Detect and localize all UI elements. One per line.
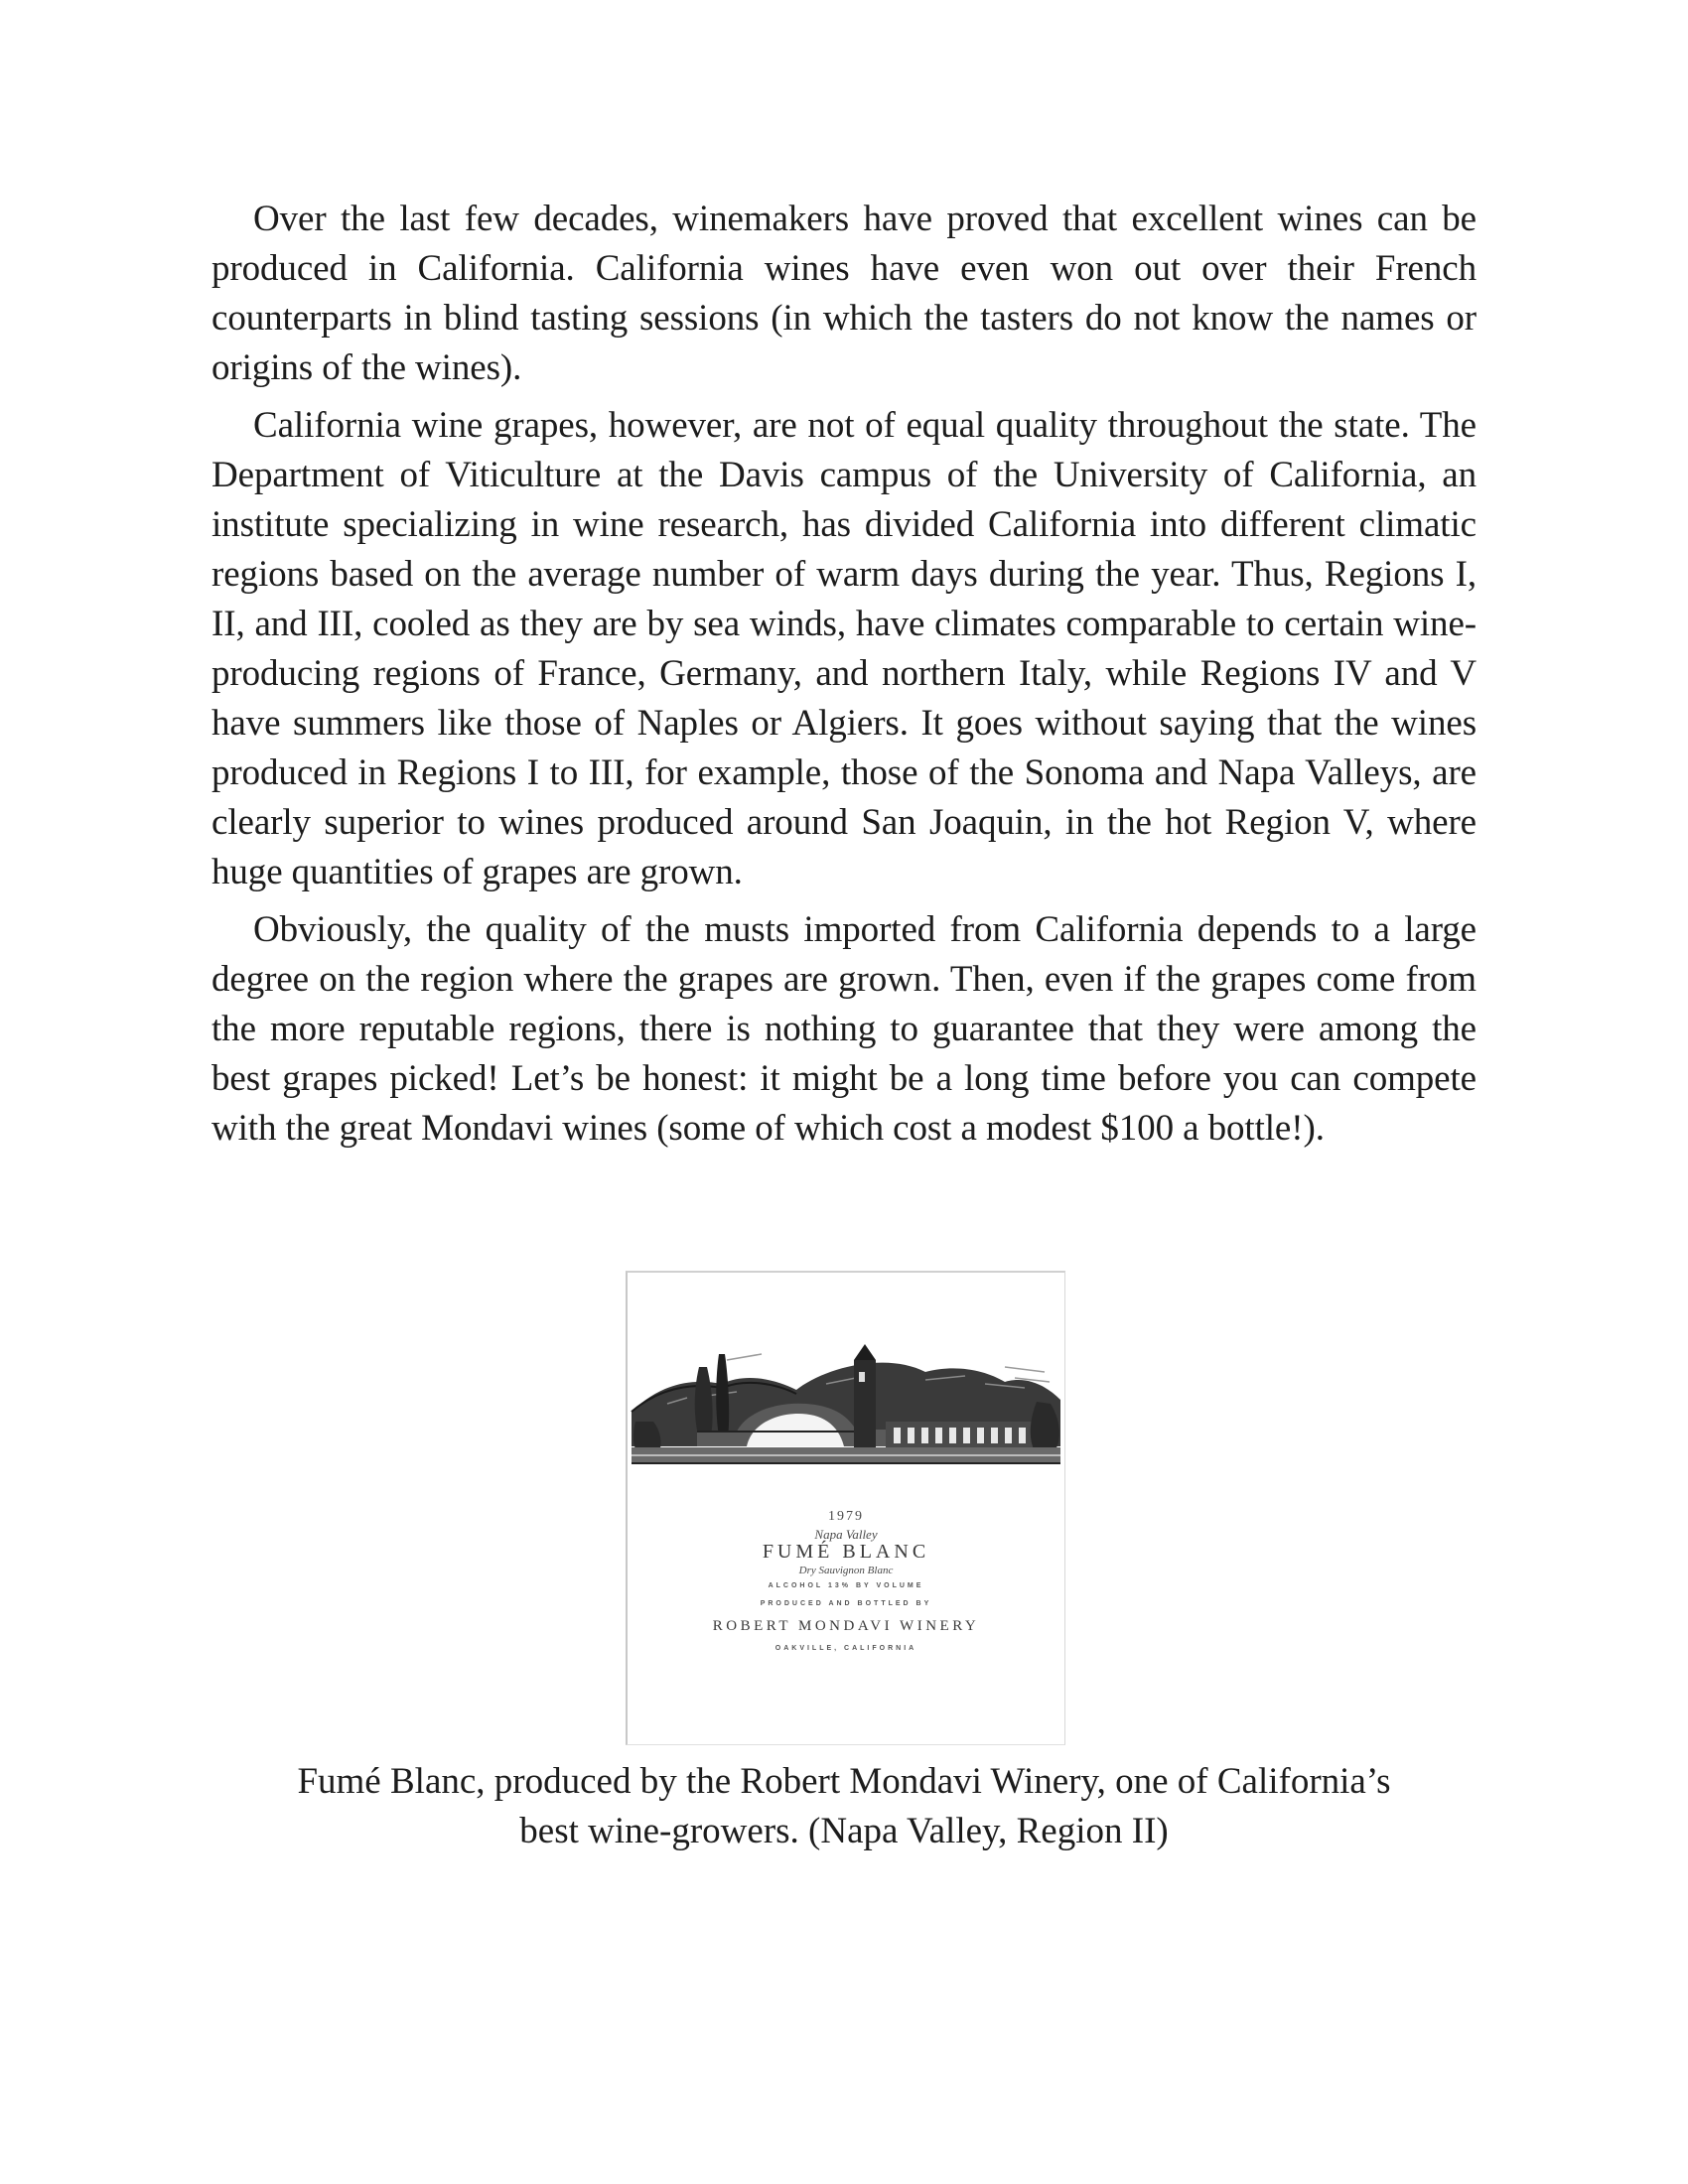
label-wine-name: FUMÉ BLANC: [762, 1541, 930, 1563]
label-town: OAKVILLE, CALIFORNIA: [774, 1645, 917, 1652]
winery-illustration: [628, 1273, 1065, 1511]
caption-line-1: Fumé Blanc, produced by the Robert Mondavi Winery, one of California’s: [297, 1761, 1391, 1802]
wine-label-image: [626, 1271, 1065, 1745]
label-year: 1979: [828, 1509, 864, 1524]
label-region: Napa Valley: [814, 1527, 878, 1542]
paragraph-1: Over the last few decades, winemakers have proved that excellent wines can be produced in California. California wines have even won out over their French counterparts in blind tasting sessions (in which the tasters do not know the names or origins of the wines).: [211, 199, 1477, 388]
label-produced-by: PRODUCED AND BOTTLED BY: [760, 1600, 932, 1607]
label-wine-type: Dry Sauvignon Blanc: [798, 1565, 894, 1576]
paragraph-3: Obviously, the quality of the musts imported from California depends to a large degree on the region where the grapes are grown. Then, even if the grapes come from the more reputable regions, there is nothing to guarantee that they were among the best grapes picked! Let’s be honest: it might be a long time before you can compete with the great Mondavi wines (some of which cost a modest $100 a bottle!).: [211, 909, 1477, 1149]
label-winery: ROBERT MONDAVI WINERY: [712, 1618, 980, 1634]
label-alcohol: ALCOHOL 13% BY VOLUME: [768, 1582, 924, 1589]
body-text: [211, 195, 1477, 1161]
paragraph-2: California wine grapes, however, are not of equal quality throughout the state. The Department of Viticulture at the Davis campus of the University of California, an institute specializing in wine research, has divided California into different climatic regions based on the average number of warm days during the year. Thus, Regions I, II, and III, cooled as they are by sea winds, have climates comparable to certain wine-producing regions of France, Germany, and northern Italy, while Regions IV and V have summers like those of Naples or Algiers. It goes without saying that the wines produced in Regions I to III, for example, those of the Sonoma and Napa Valleys, are clearly superior to wines produced around San Joaquin, in the hot Region V, where huge quantities of grapes are grown.: [211, 405, 1477, 892]
figure-caption: [211, 1757, 1477, 1856]
caption-line-2: best wine-growers. (Napa Valley, Region II): [519, 1811, 1169, 1851]
